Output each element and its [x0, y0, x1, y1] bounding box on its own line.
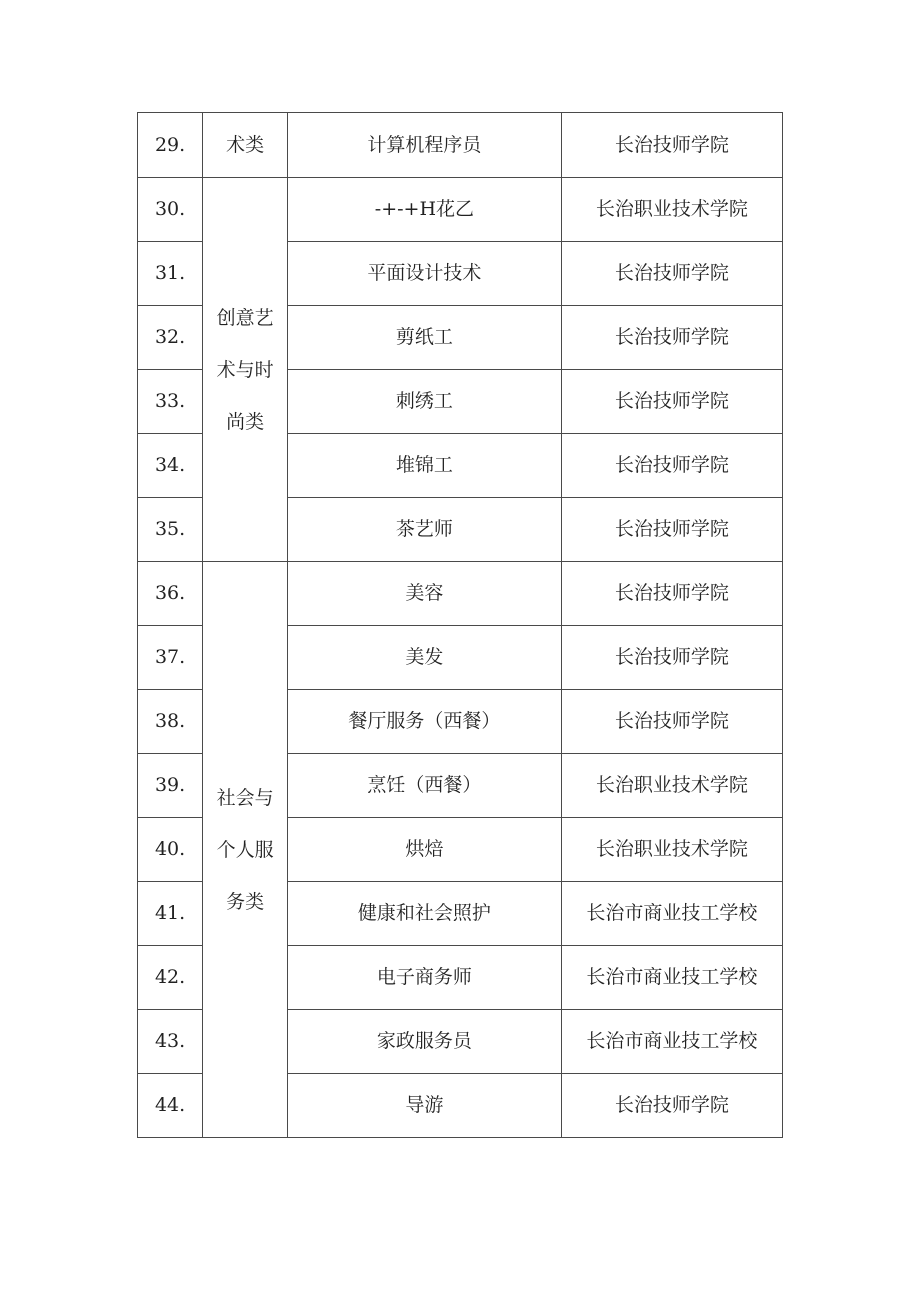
occupation-name: 导游 — [288, 1074, 561, 1138]
institution-name: 长治技师学院 — [561, 113, 782, 178]
row-number: 36. — [138, 562, 203, 626]
institution-name: 长治市商业技工学校 — [561, 1010, 782, 1074]
occupation-name: -+-+H花乙 — [288, 178, 561, 242]
row-number: 43. — [138, 1010, 203, 1074]
row-number: 30. — [138, 178, 203, 242]
occupation-name: 健康和社会照护 — [288, 882, 561, 946]
institution-name: 长治市商业技工学校 — [561, 882, 782, 946]
row-number: 35. — [138, 498, 203, 562]
institution-name: 长治市商业技工学校 — [561, 946, 782, 1010]
row-number: 31. — [138, 242, 203, 306]
row-number: 42. — [138, 946, 203, 1010]
occupation-name: 美发 — [288, 626, 561, 690]
institution-name: 长治技师学院 — [561, 562, 782, 626]
occupation-name: 刺绣工 — [288, 370, 561, 434]
occupation-name: 美容 — [288, 562, 561, 626]
row-number: 44. — [138, 1074, 203, 1138]
row-number: 32. — [138, 306, 203, 370]
row-number: 41. — [138, 882, 203, 946]
institution-name: 长治技师学院 — [561, 498, 782, 562]
occupation-table — [137, 112, 783, 1138]
institution-name: 长治技师学院 — [561, 306, 782, 370]
institution-name: 长治职业技术学院 — [561, 754, 782, 818]
institution-name: 长治技师学院 — [561, 626, 782, 690]
category-label: 术类 — [226, 134, 265, 156]
category-cell — [203, 562, 288, 1138]
category-cell — [203, 178, 288, 562]
occupation-name: 平面设计技术 — [288, 242, 561, 306]
row-number: 38. — [138, 690, 203, 754]
occupation-name: 烹饪（西餐） — [288, 754, 561, 818]
row-number: 39. — [138, 754, 203, 818]
institution-name: 长治技师学院 — [561, 242, 782, 306]
occupation-name: 烘焙 — [288, 818, 561, 882]
occupation-name: 家政服务员 — [288, 1010, 561, 1074]
category-label: 个人服 — [216, 838, 274, 861]
table-row — [138, 562, 783, 626]
institution-name: 长治技师学院 — [561, 690, 782, 754]
row-number: 33. — [138, 370, 203, 434]
occupation-name: 计算机程序员 — [288, 113, 561, 178]
category-label: 创意艺 — [216, 306, 274, 329]
category-label: 社会与 — [216, 786, 274, 809]
occupation-name: 餐厅服务（西餐） — [288, 690, 561, 754]
occupation-name: 电子商务师 — [288, 946, 561, 1010]
row-number: 34. — [138, 434, 203, 498]
institution-name: 长治职业技术学院 — [561, 818, 782, 882]
category-label: 尚类 — [226, 410, 265, 433]
institution-name: 长治技师学院 — [561, 370, 782, 434]
institution-name: 长治技师学院 — [561, 1074, 782, 1138]
institution-name: 长治职业技术学院 — [561, 178, 782, 242]
category-label: 术与时 — [216, 358, 274, 381]
occupation-name: 堆锦工 — [288, 434, 561, 498]
institution-name: 长治技师学院 — [561, 434, 782, 498]
category-cell — [203, 113, 288, 178]
row-number: 37. — [138, 626, 203, 690]
row-number: 29. — [138, 113, 203, 178]
row-number: 40. — [138, 818, 203, 882]
occupation-name: 剪纸工 — [288, 306, 561, 370]
category-label: 务类 — [226, 890, 265, 913]
occupation-name: 茶艺师 — [288, 498, 561, 562]
table-row — [138, 113, 783, 178]
table-row — [138, 178, 783, 242]
